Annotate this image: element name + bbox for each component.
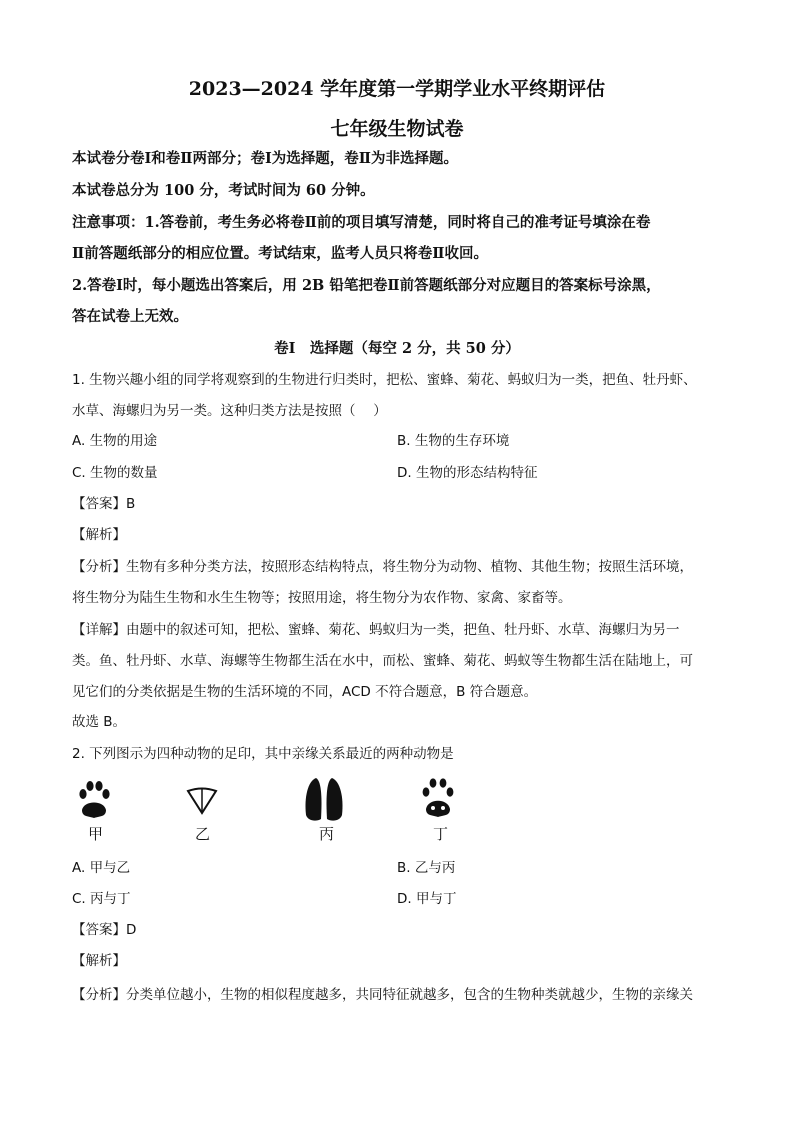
footprint-label-jia: 甲 xyxy=(88,825,104,843)
paw-print-icon-jia xyxy=(74,780,114,820)
exam-title: 2023—2024 学年度第一学期学业水平终期评估 xyxy=(188,78,606,100)
paw-print-icon-ding xyxy=(418,777,458,819)
q2-option-d: D. 甲与丁 xyxy=(397,891,457,907)
notice-2-line-2: 答在试卷上无效。 xyxy=(72,308,188,325)
q1-detail-line-2: 类。鱼、牡丹虾、水草、海螺等生物都生活在水中，而松、蜜蜂、菊花、蚂蚁等生物都生活在陆地上，可 xyxy=(72,653,693,669)
q1-detail-line-3: 见它们的分类依据是生物的生活环境的不同，ACD 不符合题意，B 符合题意。 xyxy=(72,684,538,700)
q2-option-c: C. 丙与丁 xyxy=(72,891,131,907)
q2-stem: 2. 下列图示为四种动物的足印，其中亲缘关系最近的两种动物是 xyxy=(72,746,454,762)
q1-conclusion: 故选 B。 xyxy=(72,714,127,730)
q2-answer: 【答案】D xyxy=(72,922,137,938)
hoof-print-icon-bing xyxy=(302,775,346,823)
notice-2-line-1: 2.答卷Ⅰ时，每小题选出答案后，用 2B 铅笔把卷Ⅱ前答题纸部分对应题目的答案标号涂黑， xyxy=(72,277,661,294)
q1-option-c: C. 生物的数量 xyxy=(72,465,158,481)
notice-1-line-1: 注意事项：1.答卷前，考生务必将卷Ⅱ前的项目填写清楚，同时将自己的准考证号填涂在卷 xyxy=(72,214,651,231)
instruction-line-1: 本试卷分卷Ⅰ和卷Ⅱ两部分；卷Ⅰ为选择题，卷Ⅱ为非选择题。 xyxy=(72,150,459,167)
q1-fenxi-line-1: 【分析】生物有多种分类方法，按照形态结构特点，将生物分为动物、植物、其他生物；按照生活环境， xyxy=(72,559,693,575)
q1-option-a: A. 生物的用途 xyxy=(72,433,158,449)
q1-option-b: B. 生物的生存环境 xyxy=(397,433,510,449)
instruction-line-2: 本试卷总分为 100 分，考试时间为 60 分钟。 xyxy=(72,182,375,199)
q1-answer: 【答案】B xyxy=(72,496,136,512)
q2-option-b: B. 乙与丙 xyxy=(397,860,456,876)
footprint-label-bing: 丙 xyxy=(319,825,335,843)
q2-option-a: A. 甲与乙 xyxy=(72,860,131,876)
q1-analysis-label: 【解析】 xyxy=(72,527,126,543)
q2-fenxi-line-1: 【分析】分类单位越小，生物的相似程度越多，共同特征就越多，包含的生物种类就越少，生物的亲缘关 xyxy=(72,987,693,1003)
footprint-figure xyxy=(0,775,794,845)
q1-stem-line-2: 水草、海螺归为另一类。这种归类方法是按照（ ） xyxy=(72,403,387,419)
q1-stem-line-1: 1. 生物兴趣小组的同学将观察到的生物进行归类时，把松、蜜蜂、菊花、蚂蚁归为一类，把鱼、牡丹虾、 xyxy=(72,372,697,388)
notice-1-line-2: Ⅱ前答题纸部分的相应位置。考试结束，监考人员只将卷Ⅱ收回。 xyxy=(72,245,488,262)
footprint-label-ding: 丁 xyxy=(433,825,449,843)
q1-option-d: D. 生物的形态结构特征 xyxy=(397,465,538,481)
footprint-label-yi: 乙 xyxy=(195,825,211,843)
webbed-foot-icon-yi xyxy=(185,787,219,815)
q1-detail-line-1: 【详解】由题中的叙述可知，把松、蜜蜂、菊花、蚂蚁归为一类，把鱼、牡丹虾、水草、海螺归为另一 xyxy=(72,622,680,638)
section-title: 卷Ⅰ 选择题（每空 2 分，共 50 分） xyxy=(274,340,520,357)
q2-analysis-label: 【解析】 xyxy=(72,953,126,969)
exam-subtitle: 七年级生物试卷 xyxy=(330,118,464,140)
q1-fenxi-line-2: 将生物分为陆生生物和水生生物等；按照用途，将生物分为农作物、家禽、家畜等。 xyxy=(72,590,572,606)
